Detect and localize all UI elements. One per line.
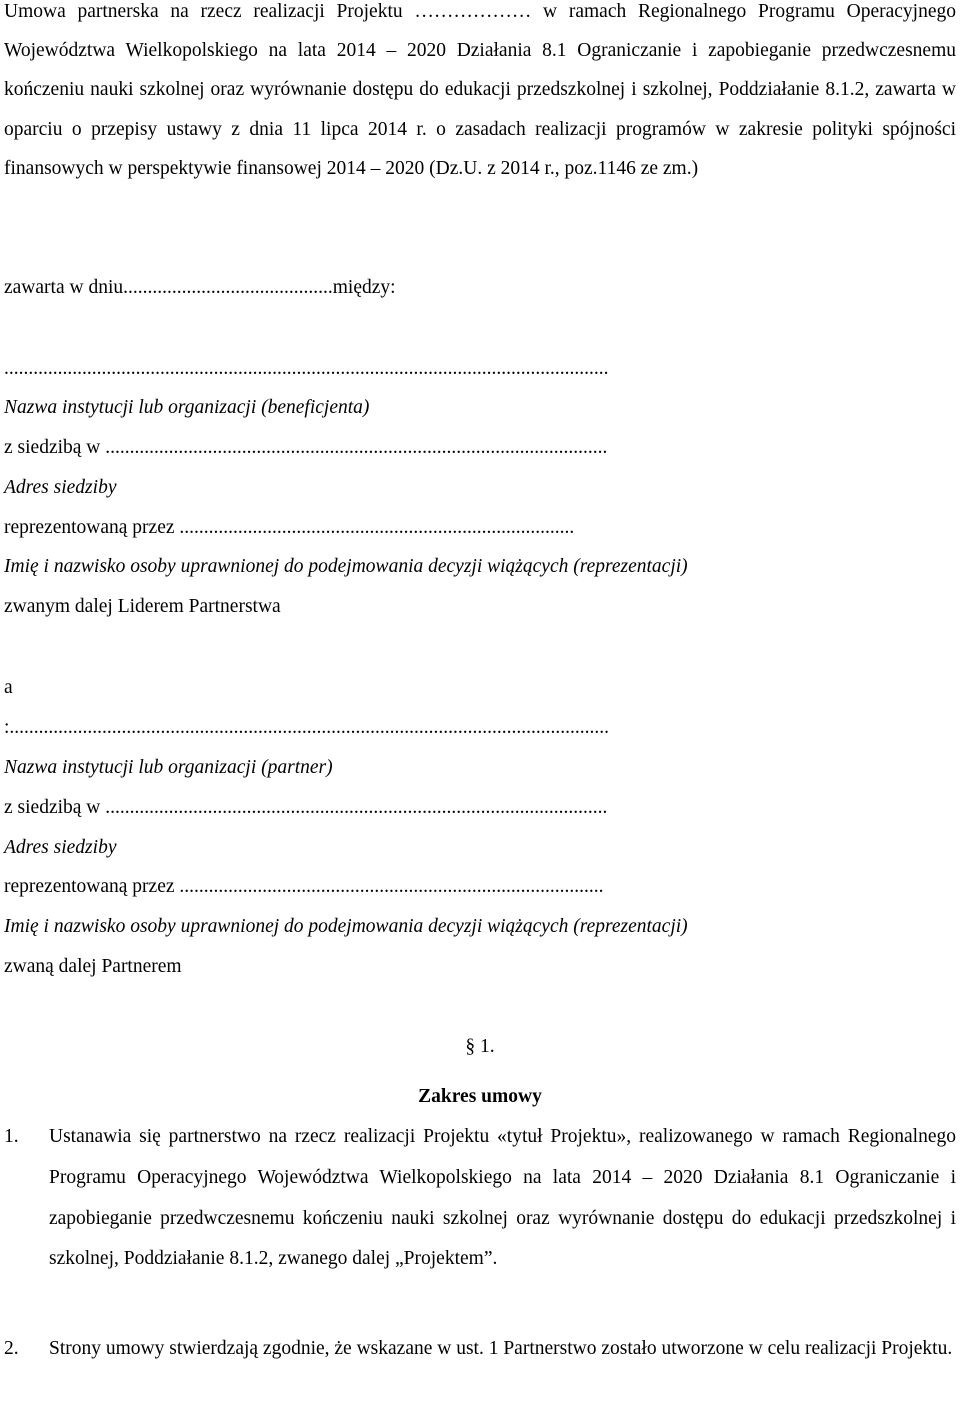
leader-represented-field: reprezentowaną przez ................................................................................. [4, 517, 575, 538]
concluded-date-line: zawarta w dniu...........................................między: [4, 277, 396, 298]
section-heading [4, 1035, 956, 1059]
section-number: 1. [480, 1036, 495, 1057]
conjunction: a [4, 677, 13, 698]
leader-represented-caption: Imię i nazwisko osoby uprawnionej do podejmowania decyzji wiążących (reprezentacji) [4, 556, 688, 577]
partner-name-caption: Nazwa instytucji lub organizacji (partner) [4, 757, 333, 778]
list-item-number: 1. [4, 1126, 19, 1147]
leader-seat-field: z siedzibą w ....................................................................................................... [4, 437, 608, 458]
partner-seat-field: z siedzibą w ....................................................................................................... [4, 797, 608, 818]
leader-seat-caption: Adres siedziby [4, 477, 117, 498]
partner-name-field: :........................................................................................................................... [4, 717, 610, 738]
document-page [4, 0, 956, 1404]
partner-role: zwaną dalej Partnerem [4, 956, 182, 977]
list-item-text: Strony umowy stwierdzają zgodnie, że wskazane w ust. 1 Partnerstwo zostało utworzone w celu realizacji Projektu. [49, 1338, 953, 1359]
list-item-number: 2. [4, 1338, 19, 1359]
leader-name-field: ............................................................................................................................ [4, 358, 609, 379]
agreement-intro: Umowa partnerska na rzecz realizacji Projektu ……………… w ramach Regionalnego Programu Operacyjnego Województwa Wielkopolskiego na lata 2014 – 2020 Działania 8.1 Ograniczanie i zapobieganie przedwczesnemu kończeniu nauki szkolnej oraz wyrównanie dostępu do edukacji przedszkolnej i szkolnej, Poddziałanie 8.1.2, zawarta w oparciu o przepisy ustawy z dnia 11 lipca 2014 r. o zasadach realizacji programów w zakresie polityki spójności finansowych w perspektywie finansowej 2014 – 2020 (Dz.U. z 2014 r., poz.1146 ze zm.) [4, 1, 956, 179]
partner-seat-caption: Adres siedziby [4, 837, 117, 858]
section-symbol: § [465, 1036, 476, 1057]
leader-role: zwanym dalej Liderem Partnerstwa [4, 596, 281, 617]
leader-name-caption: Nazwa instytucji lub organizacji (beneficjenta) [4, 397, 370, 418]
section-title: Zakres umowy [418, 1086, 542, 1107]
list-item-text: Ustanawia się partnerstwo na rzecz realizacji Projektu «tytuł Projektu», realizowanego w ramach Regionalnego Programu Operacyjnego Województwa Wielkopolskiego na lata 2014 – 2020 Działania 8.1 Ograniczanie i zapobieganie przedwczesnemu kończeniu nauki szkolnej oraz wyrównanie dostępu do edukacji przedszkolnej i szkolnej, Poddziałanie 8.1.2, zwanego dalej „Projektem”. [49, 1126, 956, 1270]
partner-represented-field: reprezentowaną przez ....................................................................................... [4, 876, 604, 897]
partner-represented-caption: Imię i nazwisko osoby uprawnionej do podejmowania decyzji wiążących (reprezentacji) [4, 916, 688, 937]
